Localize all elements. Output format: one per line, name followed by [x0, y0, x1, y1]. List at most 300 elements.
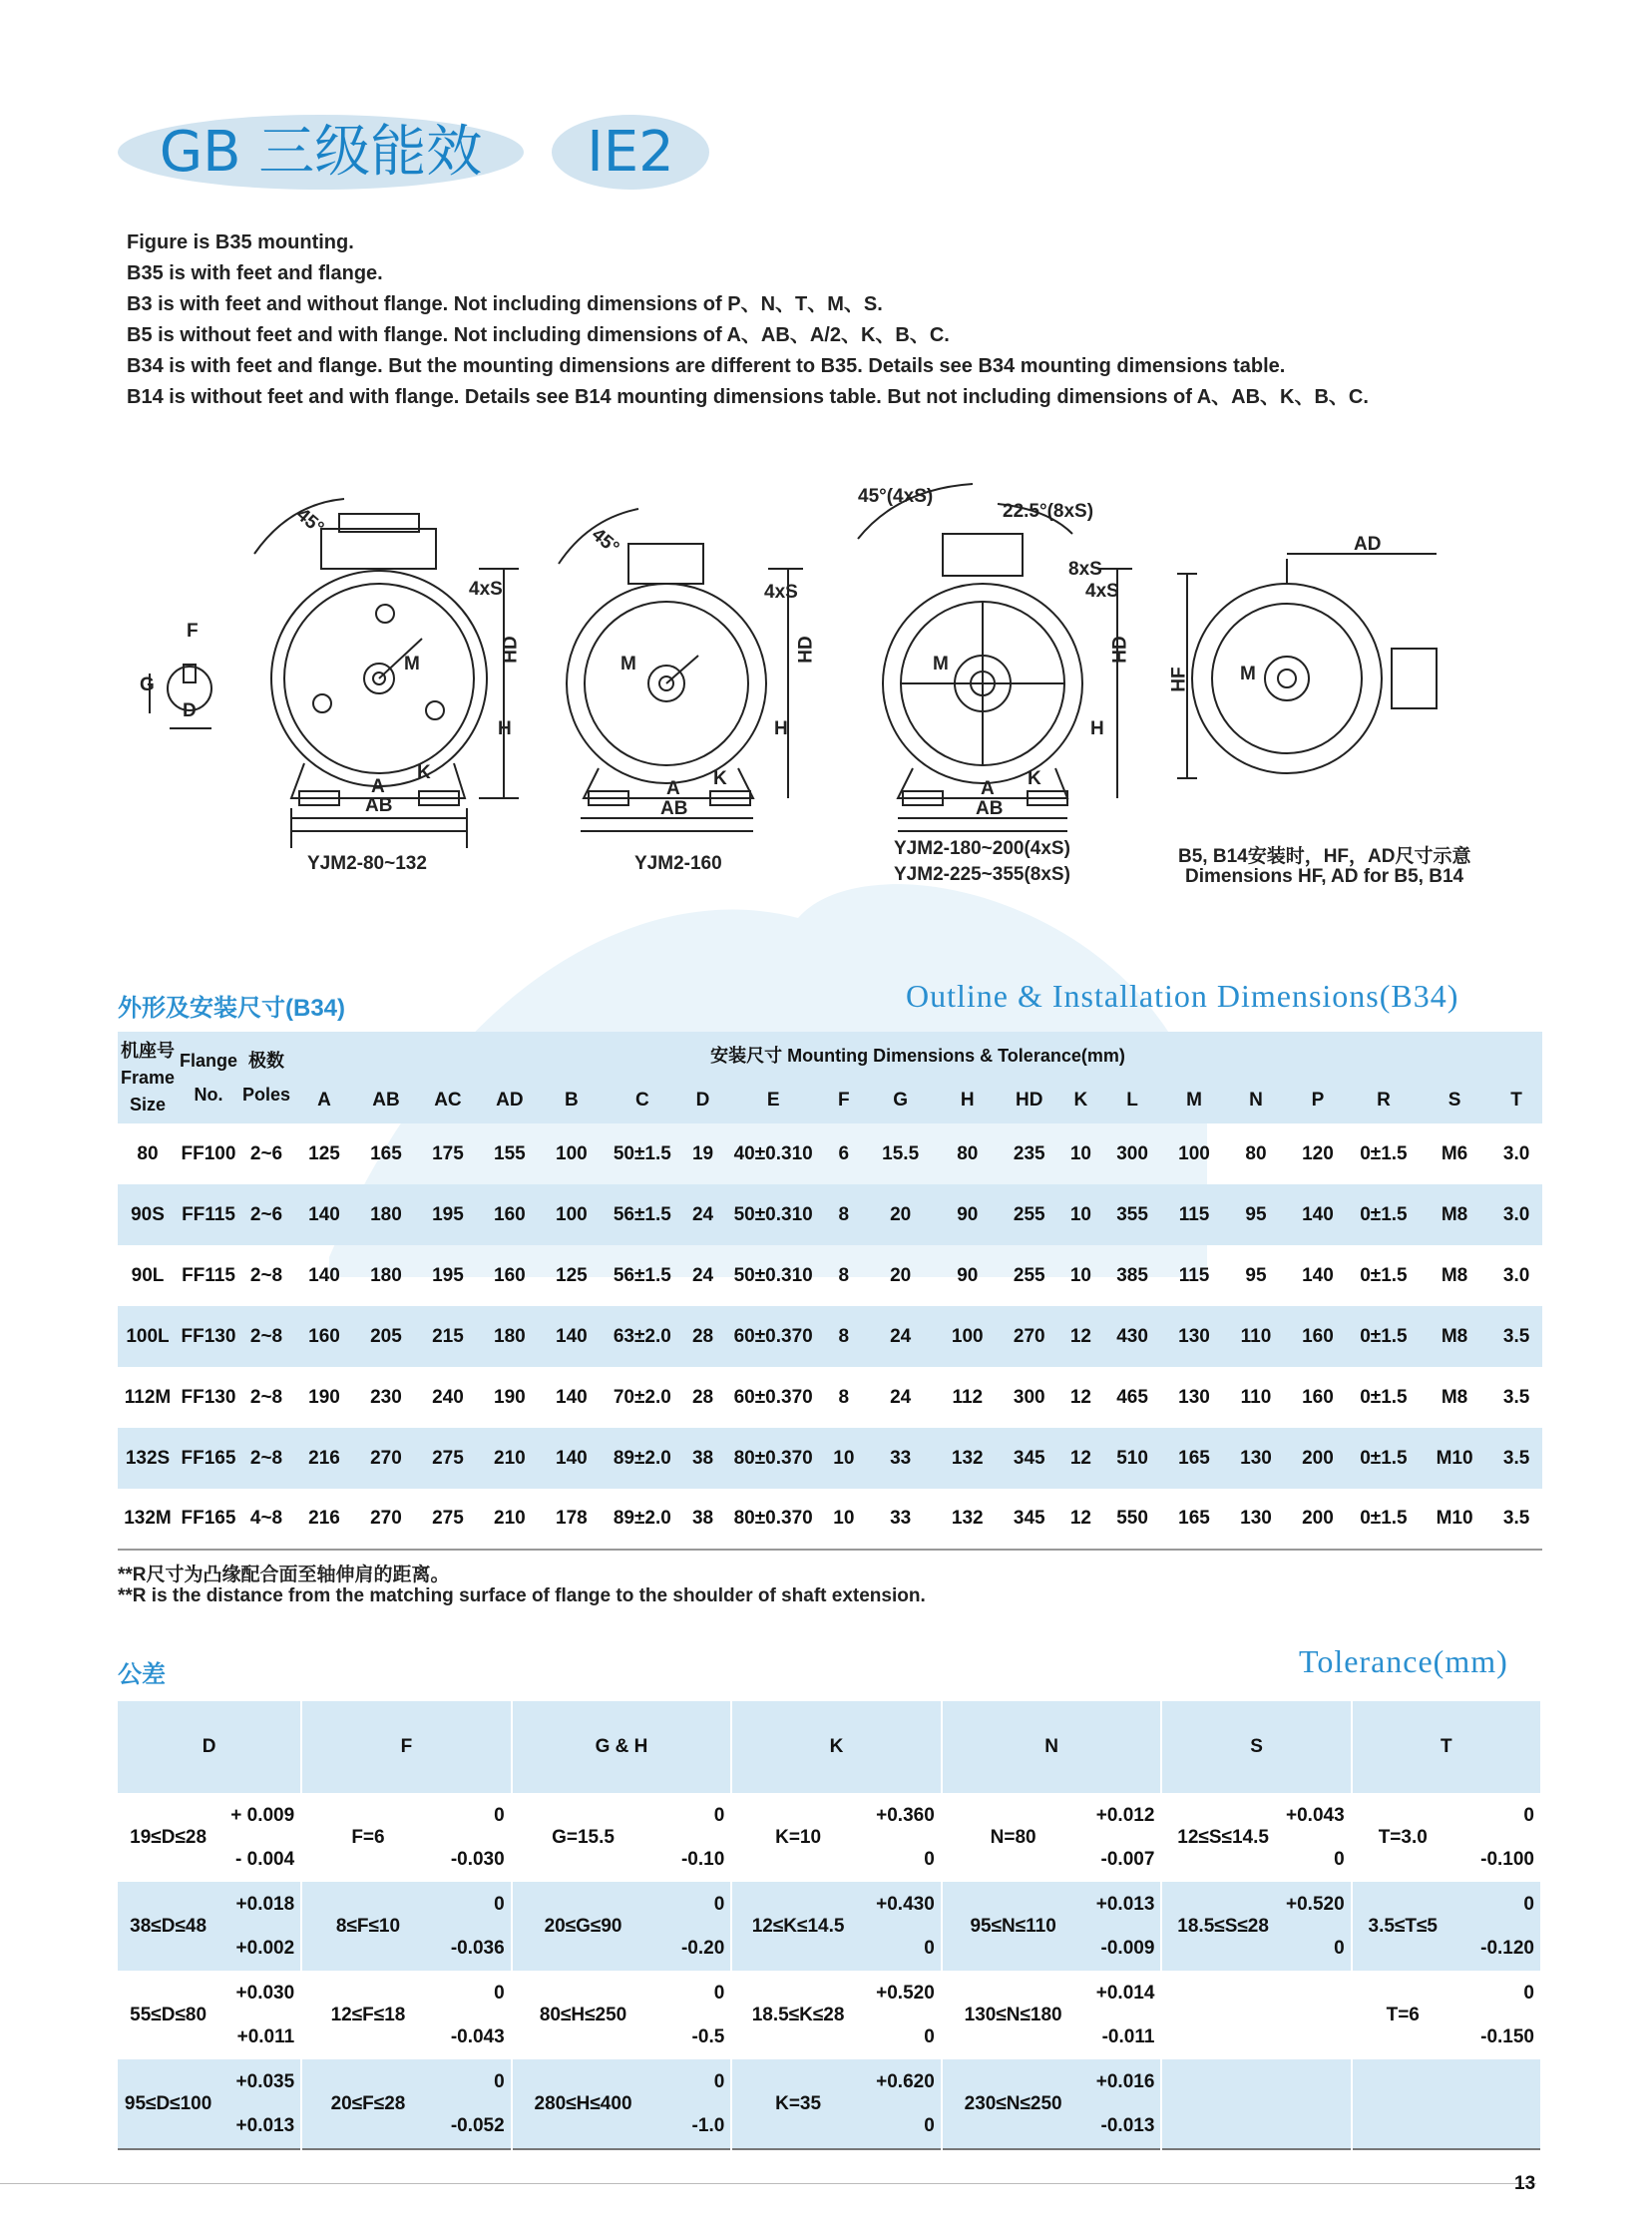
footnote-en: **R is the distance from the matching surface of flange to the shoulder of shaft extension. [118, 1585, 926, 1606]
tol-upper: 0 [713, 1804, 725, 1826]
tol-lower: 0 [924, 1937, 935, 1959]
table-cell: 2~6 [249, 1142, 283, 1164]
label-a-d3: A [981, 778, 995, 799]
table-cell: 3.5 [1502, 1325, 1530, 1347]
tol-upper: +0.043 [1286, 1804, 1345, 1826]
table-cell: 465 [1116, 1386, 1148, 1408]
table-cell: 63±2.0 [613, 1325, 671, 1347]
table-cell: 2~6 [249, 1203, 283, 1225]
table-cell: 180 [370, 1203, 402, 1225]
table-cell: 38 [691, 1447, 714, 1469]
table-cell: 8 [838, 1386, 850, 1408]
tol-lower: -0.013 [1100, 2114, 1155, 2136]
label-m-d1: M [404, 654, 420, 674]
table-row [118, 1367, 1542, 1428]
table-cell: 2~8 [249, 1325, 283, 1347]
table-cell: 3.0 [1502, 1264, 1530, 1286]
table-cell: 95 [1245, 1203, 1267, 1225]
flange-label-1: Flange [179, 1051, 237, 1071]
table-row [118, 1882, 1541, 1971]
tol-lower: -0.5 [691, 2025, 725, 2047]
table-cell: M10 [1436, 1508, 1473, 1529]
frame-en1: Frame [120, 1067, 176, 1088]
tol-lower: -0.007 [1100, 1848, 1155, 1870]
label-k-d2: K [713, 768, 727, 789]
tol-deviation [1453, 1882, 1541, 1971]
label-ab-d1: AB [365, 795, 393, 816]
tol-deviation [1453, 1971, 1541, 2059]
table-cell: 8 [838, 1203, 850, 1225]
tol-upper: +0.430 [876, 1893, 935, 1915]
col-header: R [1349, 1078, 1419, 1123]
tol-range: 55≤D≤80 [130, 2004, 207, 2025]
tol-deviation [1284, 1793, 1352, 1882]
table-cell: 100 [951, 1325, 984, 1347]
tol-lower: 0 [924, 2025, 935, 2047]
table-cell: 165 [1178, 1447, 1210, 1469]
caption-yjm2-225-355: YJM2-225~355(8xS) [894, 864, 1070, 885]
table-cell: 60±0.370 [733, 1325, 813, 1347]
label-f: F [187, 621, 199, 642]
col-header: M [1163, 1078, 1225, 1123]
table-cell: 510 [1116, 1447, 1148, 1469]
table-cell: 215 [432, 1325, 464, 1347]
table-cell: FF165 [181, 1508, 236, 1529]
tol-deviation [218, 1882, 301, 1971]
tol-upper: 0 [494, 2070, 505, 2092]
table-row [118, 1123, 1542, 1184]
tol-deviation [1453, 1793, 1541, 1882]
tol-upper: 0 [1523, 1804, 1534, 1826]
table-cell: 155 [494, 1142, 526, 1164]
footer-rule [0, 2183, 1536, 2184]
tol-range: 19≤D≤28 [130, 1826, 207, 1848]
table-cell: 205 [370, 1325, 402, 1347]
col-header: D [682, 1078, 723, 1123]
label-h-d1: H [498, 718, 512, 739]
col-header: A [293, 1078, 355, 1123]
table-cell: 33 [890, 1447, 912, 1469]
col-header: N [1225, 1078, 1287, 1123]
table-cell: 10 [1069, 1142, 1091, 1164]
table-cell: 275 [432, 1508, 464, 1529]
table-cell: 178 [556, 1508, 588, 1529]
label-a-d2: A [666, 778, 680, 799]
col-poles [239, 1032, 293, 1123]
table-cell: 2~8 [249, 1386, 283, 1408]
table-cell: 2~8 [249, 1447, 283, 1469]
table-cell: 125 [308, 1142, 340, 1164]
table-cell: 345 [1013, 1447, 1045, 1469]
table-cell: 210 [494, 1447, 526, 1469]
table-cell: 132M [124, 1508, 172, 1529]
tol-deviation [864, 1882, 942, 1971]
table-cell: 12 [1069, 1447, 1091, 1469]
outline-title-en: Outline & Installation Dimensions(B34) [906, 978, 1459, 1014]
tol-range: 38≤D≤48 [130, 1915, 207, 1937]
table-cell: M8 [1441, 1325, 1468, 1347]
col-header: HD [999, 1078, 1060, 1123]
tol-lower: - 0.004 [235, 1848, 295, 1870]
tol-range [1161, 2059, 1283, 2149]
table-cell: 100 [556, 1203, 588, 1225]
caption-yjm2-180-200: YJM2-180~200(4xS) [894, 838, 1070, 859]
label-angle-22-5-8xs: 22.5°(8xS) [1003, 501, 1094, 522]
table-cell: 3.5 [1502, 1508, 1530, 1529]
col-header: K [1060, 1078, 1101, 1123]
table-cell: 28 [691, 1325, 714, 1347]
table-cell: FF115 [182, 1264, 235, 1286]
table-cell: 70±2.0 [613, 1386, 671, 1408]
badge-energy-grade: GB 三级能效 [118, 115, 524, 190]
table-row [118, 1971, 1541, 2059]
label-4xs-d2: 4xS [764, 582, 798, 603]
table-cell: 80 [137, 1142, 159, 1164]
tol-lower: 0 [924, 2114, 935, 2136]
tol-lower: 0 [1334, 1848, 1345, 1870]
tol-deviation [1453, 2059, 1541, 2149]
table-cell: 160 [308, 1325, 340, 1347]
table-cell: 270 [370, 1508, 402, 1529]
table-cell: 270 [1013, 1325, 1045, 1347]
table-row [118, 2059, 1541, 2149]
table-cell: 90 [957, 1264, 979, 1286]
table-cell: 110 [1240, 1325, 1272, 1347]
note-line: B34 is with feet and flange. But the mounting dimensions are different to B35. Details see B34 mounting dimensions table. [127, 355, 1286, 377]
table-cell: 125 [556, 1264, 588, 1286]
mounting-notes [127, 227, 1369, 413]
table-cell: 2~8 [249, 1264, 283, 1286]
table-cell: 80 [957, 1142, 979, 1164]
table-cell: 90S [131, 1203, 165, 1225]
tol-header: N [942, 1701, 1162, 1793]
tol-lower: +0.011 [236, 2025, 295, 2047]
tol-range [1352, 2059, 1453, 2149]
table-cell: 95 [1245, 1264, 1267, 1286]
tol-lower: -1.0 [691, 2114, 725, 2136]
tol-deviation [434, 2059, 512, 2149]
table-cell: FF130 [181, 1386, 236, 1408]
tol-deviation [1083, 2059, 1161, 2149]
table-cell: 28 [691, 1386, 714, 1408]
tol-range: T=6 [1386, 2004, 1420, 2025]
table-cell: M8 [1441, 1264, 1468, 1286]
table-cell: 180 [494, 1325, 526, 1347]
table-cell: 130 [1240, 1447, 1272, 1469]
tol-upper [1284, 1972, 1345, 2016]
table-cell: 38 [691, 1508, 714, 1529]
table-cell: 8 [838, 1264, 850, 1286]
note-line: Figure is B35 mounting. [127, 231, 354, 253]
table-cell: 100L [126, 1325, 170, 1347]
col-header: P [1287, 1078, 1349, 1123]
table-cell: 100 [1178, 1142, 1210, 1164]
label-ab-d2: AB [660, 798, 688, 819]
badge-ie2: IE2 [552, 115, 709, 190]
tol-deviation [1083, 1793, 1161, 1882]
table-cell: 40±0.310 [733, 1142, 813, 1164]
drawing-yjm2-80-132 [150, 499, 519, 848]
tol-lower: -0.030 [450, 1848, 505, 1870]
table-cell: 56±1.5 [613, 1264, 671, 1286]
tol-range: K=35 [775, 2092, 822, 2114]
table-cell: 230 [370, 1386, 402, 1408]
table-cell: 90L [131, 1264, 165, 1286]
label-h-d2: H [774, 718, 788, 739]
tol-range: 12≤S≤14.5 [1177, 1826, 1269, 1848]
table-cell: 0±1.5 [1360, 1447, 1408, 1469]
table-row [118, 1306, 1542, 1367]
col-flange [178, 1032, 239, 1123]
table-cell: 160 [1302, 1386, 1334, 1408]
tol-deviation [218, 1971, 301, 2059]
tol-upper: +0.520 [1286, 1893, 1345, 1915]
table-cell: 0±1.5 [1360, 1508, 1408, 1529]
tol-deviation [1083, 1882, 1161, 1971]
tol-upper: +0.035 [235, 2070, 295, 2092]
col-header: E [723, 1078, 823, 1123]
table-cell: 19 [691, 1142, 714, 1164]
table-cell: 140 [556, 1447, 588, 1469]
table-cell: 130 [1178, 1325, 1210, 1347]
tol-range: 12≤K≤14.5 [751, 1915, 845, 1937]
table-row [118, 1184, 1542, 1245]
tol-range: 12≤F≤18 [330, 2004, 406, 2025]
tol-range: T=3.0 [1378, 1826, 1428, 1848]
table-cell: 355 [1116, 1203, 1148, 1225]
table-cell: 132 [951, 1447, 984, 1469]
table-cell: 10 [1069, 1264, 1091, 1286]
table-cell: 200 [1302, 1508, 1334, 1529]
table-cell: 550 [1116, 1508, 1148, 1529]
note-line: B14 is without feet and with flange. Details see B14 mounting dimensions table. But not including dimensions of A、AB、K、B、C. [127, 386, 1369, 408]
col-header: F [823, 1078, 864, 1123]
tolerance-title-cn: 公差 [118, 1661, 166, 1688]
table-cell: 195 [432, 1203, 464, 1225]
label-hd-d1: HD [500, 636, 522, 664]
table-cell: 270 [370, 1447, 402, 1469]
label-k-d3: K [1028, 768, 1041, 789]
tol-range: 18.5≤S≤28 [1177, 1915, 1269, 1937]
tol-lower: -0.036 [450, 1937, 505, 1959]
tol-upper: 0 [1523, 1982, 1534, 2004]
table-cell: 255 [1013, 1264, 1045, 1286]
tol-upper: 0 [494, 1804, 505, 1826]
tol-deviation [864, 2059, 942, 2149]
table-cell: 10 [833, 1508, 855, 1529]
label-d: D [183, 700, 197, 721]
table-cell: 6 [838, 1142, 850, 1164]
table-cell: 56±1.5 [613, 1203, 671, 1225]
tol-deviation [653, 2059, 731, 2149]
table-cell: 300 [1013, 1386, 1045, 1408]
tol-upper: 0 [494, 1982, 505, 2004]
table-cell: FF165 [181, 1447, 236, 1469]
table-row [118, 1245, 1542, 1306]
tol-range: 95≤N≤110 [970, 1915, 1056, 1937]
tol-lower [1453, 2104, 1534, 2148]
tol-lower: -0.20 [680, 1937, 725, 1959]
tol-deviation [434, 1882, 512, 1971]
label-m-d3: M [933, 654, 949, 674]
table-row [118, 1428, 1542, 1489]
table-cell: 80±0.370 [733, 1447, 813, 1469]
tol-upper: 0 [494, 1893, 505, 1915]
label-hf: HF [1168, 667, 1190, 692]
note-line: B3 is with feet and without flange. Not including dimensions of P、N、T、M、S. [127, 293, 883, 315]
tol-header: F [301, 1701, 512, 1793]
tol-lower: -0.150 [1480, 2025, 1534, 2047]
table-cell: 3.5 [1502, 1447, 1530, 1469]
label-a-d1: A [371, 776, 385, 797]
table-cell: 165 [370, 1142, 402, 1164]
tol-deviation [218, 1793, 301, 1882]
col-header: S [1419, 1078, 1490, 1123]
tol-deviation [1284, 1971, 1352, 2059]
table-cell: 140 [1302, 1264, 1334, 1286]
table-cell: FF115 [182, 1203, 235, 1225]
label-h-d3: H [1090, 718, 1104, 739]
tol-deviation [1083, 1971, 1161, 2059]
table-cell: 140 [308, 1264, 340, 1286]
tol-range: 20≤G≤90 [544, 1915, 622, 1937]
table-cell: 255 [1013, 1203, 1045, 1225]
table-cell: 115 [1178, 1203, 1210, 1225]
tolerance-table [118, 1701, 1542, 2150]
col-header: AB [355, 1078, 417, 1123]
table-cell: 190 [494, 1386, 526, 1408]
tol-range: 95≤D≤100 [124, 2092, 212, 2114]
tol-upper: +0.013 [1095, 1893, 1155, 1915]
label-ab-d3: AB [976, 798, 1004, 819]
table-cell: 216 [308, 1508, 340, 1529]
tol-deviation [218, 2059, 301, 2149]
table-cell: 160 [494, 1264, 526, 1286]
table-cell: 132 [951, 1508, 984, 1529]
label-angle-45-d2: 45° [587, 524, 623, 559]
col-header: AD [479, 1078, 541, 1123]
tolerance-table-body [118, 1793, 1541, 2149]
tol-range: 130≤N≤180 [964, 2004, 1062, 2025]
table-cell: 100 [556, 1142, 588, 1164]
table-cell: 175 [432, 1142, 464, 1164]
motor-drawings [0, 474, 1652, 893]
table-cell: 140 [1302, 1203, 1334, 1225]
table-cell: 89±2.0 [613, 1508, 671, 1529]
tol-upper: +0.360 [876, 1804, 935, 1826]
table-cell: 24 [691, 1203, 714, 1225]
table-cell: 216 [308, 1447, 340, 1469]
dimension-table [118, 1032, 1542, 1551]
col-header: AC [417, 1078, 479, 1123]
table-cell: 130 [1240, 1508, 1272, 1529]
label-m-d4: M [1240, 664, 1256, 684]
tol-lower [1284, 2104, 1345, 2148]
tol-deviation [653, 1882, 731, 1971]
tol-lower: -0.043 [450, 2025, 505, 2047]
table-cell: 0±1.5 [1360, 1142, 1408, 1164]
label-4xs-d3: 4xS [1085, 581, 1119, 602]
table-cell: 4~8 [249, 1508, 283, 1529]
tol-range: 3.5≤T≤5 [1368, 1915, 1438, 1937]
label-k-d1: K [417, 762, 431, 783]
tol-lower: +0.013 [235, 2114, 295, 2136]
caption-yjm2-80-132: YJM2-80~132 [307, 853, 427, 874]
tol-upper: 0 [713, 1982, 725, 2004]
tol-upper [1453, 2060, 1534, 2104]
table-row [118, 1489, 1542, 1550]
tol-range: K=10 [775, 1826, 822, 1848]
table-cell: 190 [308, 1386, 340, 1408]
tol-deviation [434, 1793, 512, 1882]
tol-lower: +0.002 [235, 1937, 295, 1959]
table-cell: 12 [1069, 1386, 1091, 1408]
label-hd-d3: HD [1109, 636, 1131, 664]
table-cell: M8 [1441, 1386, 1468, 1408]
table-cell: 80±0.370 [733, 1508, 813, 1529]
tol-upper: +0.520 [876, 1982, 935, 2004]
table-cell: 180 [370, 1264, 402, 1286]
table-cell: 50±1.5 [613, 1142, 671, 1164]
tol-upper: 0 [1523, 1893, 1534, 1915]
table-cell: 140 [556, 1386, 588, 1408]
table-cell: 20 [890, 1264, 912, 1286]
tol-lower: -0.10 [680, 1848, 725, 1870]
tol-deviation [653, 1971, 731, 2059]
table-cell: 10 [1069, 1203, 1091, 1225]
table-cell: 112M [124, 1386, 172, 1408]
tol-header: K [731, 1701, 942, 1793]
label-angle-45-4xs: 45°(4xS) [858, 486, 934, 507]
tol-range [1161, 1971, 1283, 2059]
col-header: T [1490, 1078, 1542, 1123]
table-cell: 12 [1069, 1325, 1091, 1347]
table-cell: 275 [432, 1447, 464, 1469]
table-cell: 195 [432, 1264, 464, 1286]
tol-deviation [434, 1971, 512, 2059]
table-cell: 3.0 [1502, 1203, 1530, 1225]
table-cell: 8 [838, 1325, 850, 1347]
tol-lower: 0 [924, 1848, 935, 1870]
table-row [118, 1793, 1541, 1882]
tol-upper: 0 [713, 1893, 725, 1915]
table-cell: 89±2.0 [613, 1447, 671, 1469]
tol-upper: +0.014 [1095, 1982, 1155, 2004]
table-cell: 140 [308, 1203, 340, 1225]
col-header: C [603, 1078, 682, 1123]
tol-upper: +0.016 [1095, 2070, 1155, 2092]
page-number: 13 [1514, 2173, 1536, 2194]
table-cell: 300 [1116, 1142, 1148, 1164]
table-cell: 24 [890, 1386, 912, 1408]
table-cell: 24 [691, 1264, 714, 1286]
footnote-cn: **R尺寸为凸缘配合面至轴伸肩的距离。 [118, 1565, 450, 1585]
table-cell: M6 [1441, 1142, 1468, 1164]
tol-lower: -0.009 [1100, 1937, 1155, 1959]
table-cell: M10 [1436, 1447, 1473, 1469]
tol-header: S [1161, 1701, 1351, 1793]
tol-range: F=6 [351, 1826, 385, 1848]
label-m-d2: M [620, 654, 636, 674]
tol-lower: -0.100 [1480, 1848, 1534, 1870]
table-cell: 120 [1302, 1142, 1334, 1164]
tol-range: N=80 [990, 1826, 1036, 1848]
table-cell: 3.0 [1502, 1142, 1530, 1164]
tol-lower [1284, 2016, 1345, 2059]
tol-upper [1284, 2060, 1345, 2104]
table-cell: M8 [1441, 1203, 1468, 1225]
table-cell: FF100 [181, 1142, 236, 1164]
